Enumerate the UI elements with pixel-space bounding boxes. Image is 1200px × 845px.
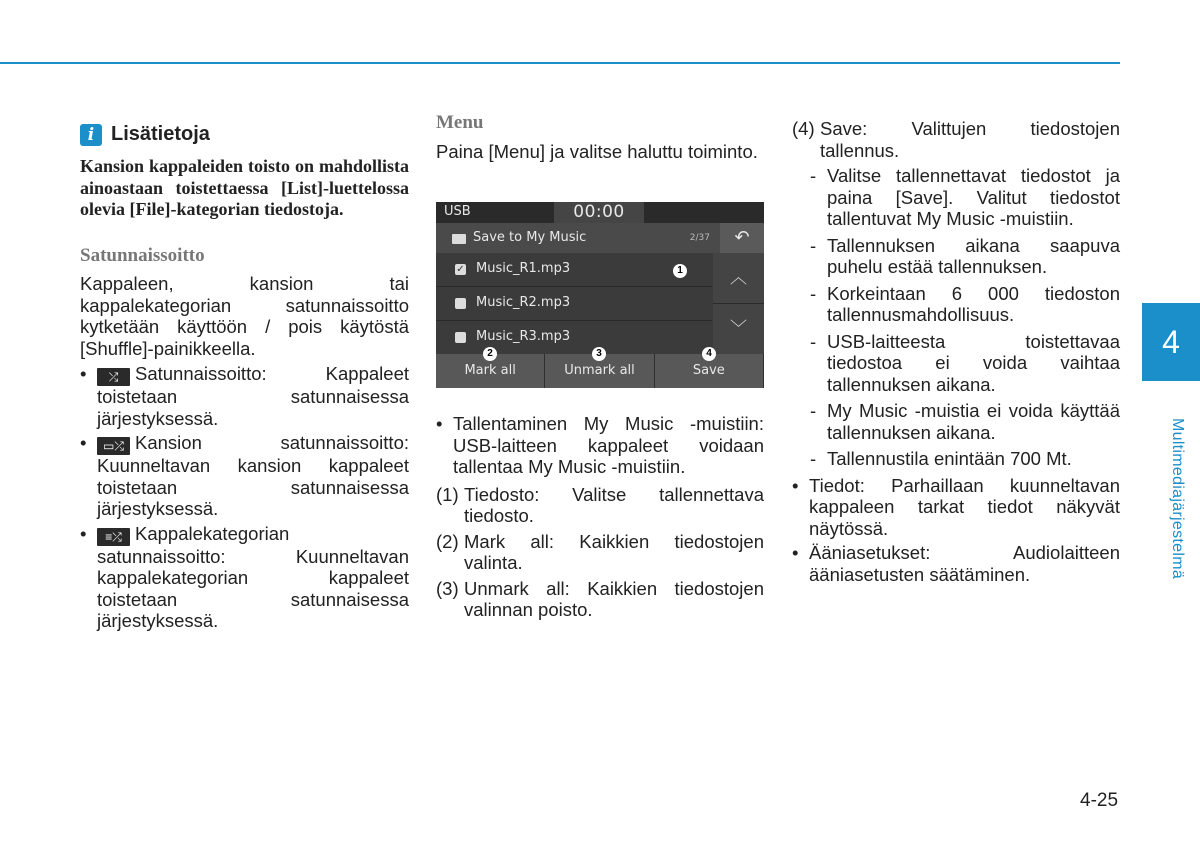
list-item: (1) Tiedosto: Valitse tallennettava tiedosto. (436, 483, 764, 526)
shuffle-heading: Satunnaissoitto (80, 244, 205, 266)
list-item: (2) Mark all: Kaikkien tiedostojen valinta. (436, 530, 764, 573)
column-2-lower (436, 413, 764, 625)
list-item: • ▭⤮ Kansion satunnaissoitto: Kuunneltavan kansion kappaleet toistetaan satunnaisessa järjestyksessä. (80, 432, 409, 519)
unmark-all-button[interactable]: Unmark all (545, 354, 654, 388)
header-rule (0, 62, 1120, 64)
column-1 (80, 112, 409, 635)
list-item: (4) Save: Valittujen tiedostojen tallennus. (792, 118, 1120, 161)
play-time: 00:00 (554, 202, 644, 223)
tip-heading: i Lisätietoja (80, 124, 409, 146)
callout-1: 1 (673, 264, 687, 278)
info-icon: i (80, 124, 102, 146)
screen-status-bar (436, 202, 764, 223)
column-2 (436, 112, 764, 162)
chapter-label: Multimediajärjestelmä (1169, 418, 1186, 580)
mark-all-button[interactable]: Mark all (436, 354, 545, 388)
scroll-controls (713, 253, 764, 354)
folder-icon (452, 234, 466, 244)
list-item: - Korkeintaan 6 000 tiedoston tallennusmahdollisuus. (810, 282, 1120, 325)
file-row[interactable] (436, 253, 712, 287)
file-name: Music_R2.mp3 (476, 295, 571, 310)
checkbox[interactable] (455, 332, 466, 343)
chevron-up-icon[interactable]: ︿ (713, 253, 764, 304)
back-icon[interactable]: ↶ (720, 223, 764, 253)
screen-title: Save to My Music (473, 230, 587, 245)
callout-2: 2 (483, 347, 497, 361)
file-row[interactable] (436, 321, 712, 355)
screen-title-bar (436, 223, 720, 253)
file-row[interactable] (436, 287, 712, 321)
checkbox[interactable]: ✓ (456, 264, 465, 275)
list-item: • ≡⤮ Kappalekategorian satunnaissoitto: Kuunneltavan kappalekategorian kappaleet toistetaan satunnaisessa järjestyksessä. (80, 522, 409, 631)
menu-heading: Menu (436, 112, 484, 133)
chapter-tab: 4 (1142, 303, 1200, 381)
list-item: - Tallennustila enintään 700 Mt. (810, 448, 1072, 469)
category-shuffle-icon: ≡⤮ (97, 528, 130, 546)
column-3 (792, 118, 1120, 588)
list-item: (3) Unmark all: Kaikkien tiedostojen valinnan poisto. (436, 577, 764, 620)
checkbox[interactable] (455, 298, 466, 309)
callout-3: 3 (592, 347, 606, 361)
source-label: USB (444, 204, 471, 219)
save-button[interactable]: Save (655, 354, 764, 388)
file-name: Music_R1.mp3 (476, 261, 571, 276)
list-item: • Ääniasetukset: Audiolaitteen ääniasetusten säätäminen. (792, 542, 1120, 585)
list-item: • ⤮ Satunnaissoitto: Kappaleet toistetaan satunnaisessa järjestyksessä. (80, 363, 409, 429)
shuffle-icon: ⤮ (97, 368, 130, 386)
chevron-down-icon[interactable]: ﹀ (713, 304, 764, 355)
tip-text: Kansion kappaleiden toisto on mahdollista ainoastaan toistettaessa [List]-luettelossa olevia [File]-kategorian tiedostoja. (80, 156, 409, 219)
shuffle-list (80, 363, 409, 632)
list-item: - Tallennuksen aikana saapuva puhelu estää tallennuksen. (810, 234, 1120, 277)
callout-4: 4 (702, 347, 716, 361)
shuffle-intro: Kappaleen, kansion tai kappalekategorian satunnaissoitto kytketään käyttöön / pois käytöstä [Shuffle]-painikkeella. (80, 273, 409, 359)
file-list (436, 253, 712, 355)
list-item: • Tiedot: Parhaillaan kuunneltavan kappaleen tarkat tiedot näkyvät näytössä. (792, 474, 1120, 539)
usb-save-screen (436, 202, 764, 388)
list-item: • Tallentaminen My Music -muistiin: USB-laitteen kappaleet voidaan tallentaa My Music -muistiin. (436, 413, 764, 477)
file-name: Music_R3.mp3 (476, 329, 571, 344)
menu-intro: Paina [Menu] ja valitse haluttu toiminto. (436, 140, 758, 162)
list-item: - My Music -muistia ei voida käyttää tallennuksen aikana. (810, 400, 1120, 443)
page-number: 4-25 (1080, 790, 1119, 811)
file-count: 2/37 (689, 233, 710, 243)
list-item: - Valitse tallennettavat tiedostot ja paina [Save]. Valitut tiedostot tallentuvat My Music -muistiin. (810, 165, 1120, 229)
folder-shuffle-icon: ▭⤮ (97, 437, 130, 455)
list-item: - USB-laitteesta toistettavaa tiedostoa ei voida vaihtaa tallennuksen aikana. (810, 330, 1120, 395)
